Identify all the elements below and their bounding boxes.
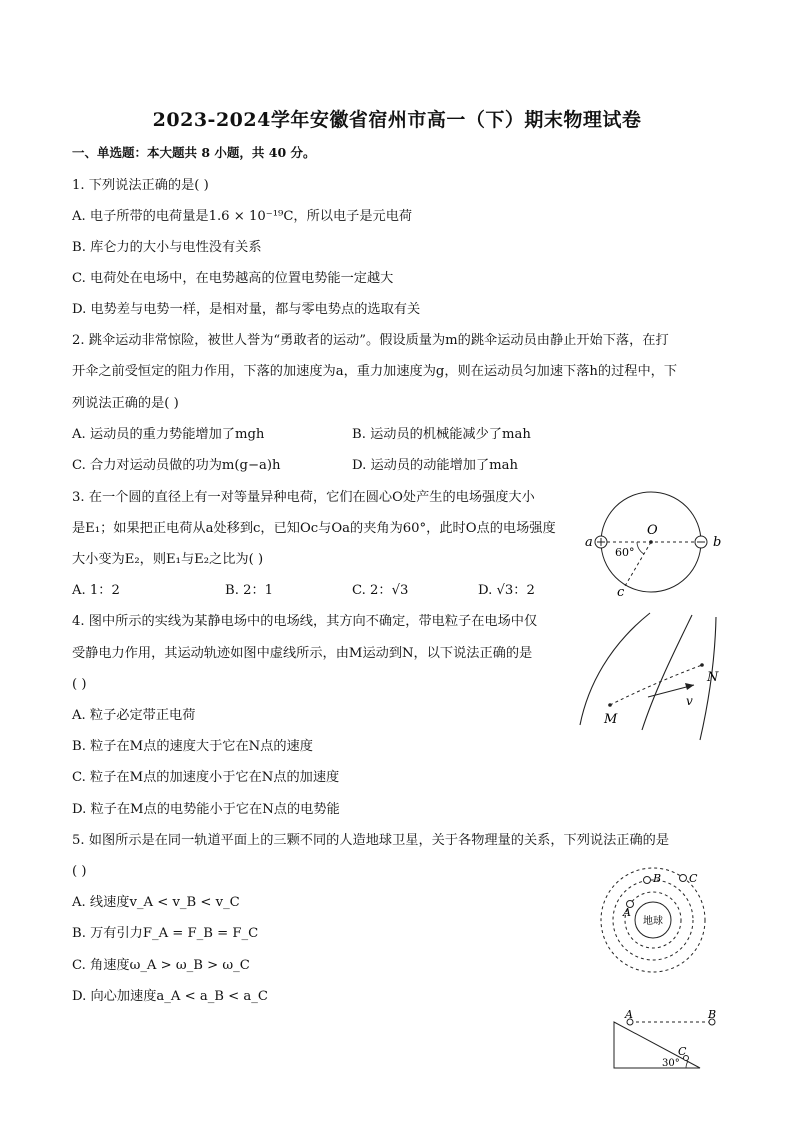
label-sat-c: C <box>689 872 698 885</box>
q3-option-a: A. 1：2 <box>72 583 120 598</box>
q4-stem-line3: ( ) <box>72 677 87 692</box>
label-o: O <box>647 523 658 538</box>
q1-option-c: C. 电荷处在电场中，在电势越高的位置电势能一定越大 <box>72 271 394 286</box>
satellite-b <box>644 877 651 884</box>
label-c: c <box>617 585 625 600</box>
q3-option-d: D. √3：2 <box>478 583 535 598</box>
section-heading: 一、单选题：本大题共 8 小题，共 40 分。 <box>72 145 316 160</box>
q2-option-c: C. 合力对运动员做的功为m(g−a)h <box>72 458 281 473</box>
q3-circle-diagram <box>575 480 735 600</box>
q4-option-a: A. 粒子必定带正电荷 <box>72 708 196 723</box>
label-earth: 地球 <box>643 916 663 927</box>
q4-stem-line1: 4. 图中所示的实线为某静电场中的电场线，其方向不确定，带电粒子在电场中仅 <box>72 614 538 629</box>
q5-option-b: B. 万有引力F_A = F_B = F_C <box>72 926 259 941</box>
label-angle: 60° <box>615 546 635 559</box>
incline-triangle <box>614 1022 700 1068</box>
label-a: a <box>585 535 593 550</box>
q1-option-b: B. 库仑力的大小与电性没有关系 <box>72 240 262 255</box>
q3-option-b: B. 2：1 <box>225 583 274 598</box>
q4-option-d: D. 粒子在M点的电势能小于它在N点的电势能 <box>72 802 340 817</box>
label-m: M <box>604 712 618 727</box>
q1-option-a: A. 电子所带的电荷量是1.6 × 10⁻¹⁹C，所以电子是元电荷 <box>72 209 413 224</box>
label-n: N <box>707 670 719 685</box>
q6-incline-diagram <box>600 1008 730 1073</box>
q2-option-a: A. 运动员的重力势能增加了mgh <box>72 427 265 442</box>
label-v: v <box>686 694 693 708</box>
q2-stem-line1: 2. 跳伞运动非常惊险，被世人誉为“勇敢者的运动”。假设质量为m的跳伞运动员由静止开始下落，在打 <box>72 333 669 348</box>
label-sat-b: B <box>653 872 662 885</box>
field-line-2 <box>642 615 692 730</box>
satellite-c <box>680 875 687 882</box>
label-a: A <box>625 1008 633 1021</box>
q4-stem-line2: 受静电力作用，其运动轨迹如图中虚线所示，由M运动到N，以下说法正确的是 <box>72 646 533 661</box>
q5-satellite-diagram <box>595 862 715 982</box>
label-b: B <box>708 1008 717 1021</box>
page-title: 2023-2024学年安徽省宿州市高一（下）期末物理试卷 <box>152 109 642 131</box>
label-sat-a: A <box>623 906 631 919</box>
q5-option-a: A. 线速度v_A < v_B < v_C <box>72 895 240 910</box>
center-point <box>649 540 653 544</box>
field-line-1 <box>580 613 650 725</box>
q1-option-d: D. 电势差与电势一样，是相对量，都与零电势点的选取有关 <box>72 302 421 317</box>
q2-option-b: B. 运动员的机械能减少了mah <box>352 427 531 442</box>
label-angle: 30° <box>662 1058 680 1069</box>
label-b: b <box>713 535 722 550</box>
q5-stem-line1: 5. 如图所示是在同一轨道平面上的三颗不同的人造地球卫星，关于各物理量的关系，下列说法正确的是 <box>72 833 670 848</box>
q1-stem: 1. 下列说法正确的是( ) <box>72 178 209 193</box>
q2-option-d: D. 运动员的动能增加了mah <box>352 458 519 473</box>
q2-stem-line3: 列说法正确的是( ) <box>72 396 179 411</box>
q5-option-c: C. 角速度ω_A > ω_B > ω_C <box>72 958 250 973</box>
q3-stem-line2: 是E₁；如果把正电荷从a处移到c，已知Oc与Oa的夹角为60°，此时O点的电场强度 <box>72 521 556 536</box>
q5-option-d: D. 向心加速度a_A < a_B < a_C <box>72 989 268 1004</box>
q4-field-line-diagram <box>570 605 730 745</box>
label-c: C <box>678 1045 687 1058</box>
q2-stem-line2: 开伞之前受恒定的阻力作用，下落的加速度为a，重力加速度为g，则在运动员匀加速下落h的过程中，下 <box>72 364 678 379</box>
q3-option-c: C. 2：√3 <box>352 583 409 598</box>
q5-stem-line2: ( ) <box>72 864 87 879</box>
q3-stem-line3: 大小变为E₂，则E₁与E₂之比为( ) <box>72 552 264 567</box>
q4-option-b: B. 粒子在M点的速度大于它在N点的速度 <box>72 739 313 754</box>
q4-option-c: C. 粒子在M点的加速度小于它在N点的加速度 <box>72 770 340 785</box>
q3-stem-line1: 3. 在一个圆的直径上有一对等量异种电荷，它们在圆心O处产生的电场强度大小 <box>72 490 535 505</box>
